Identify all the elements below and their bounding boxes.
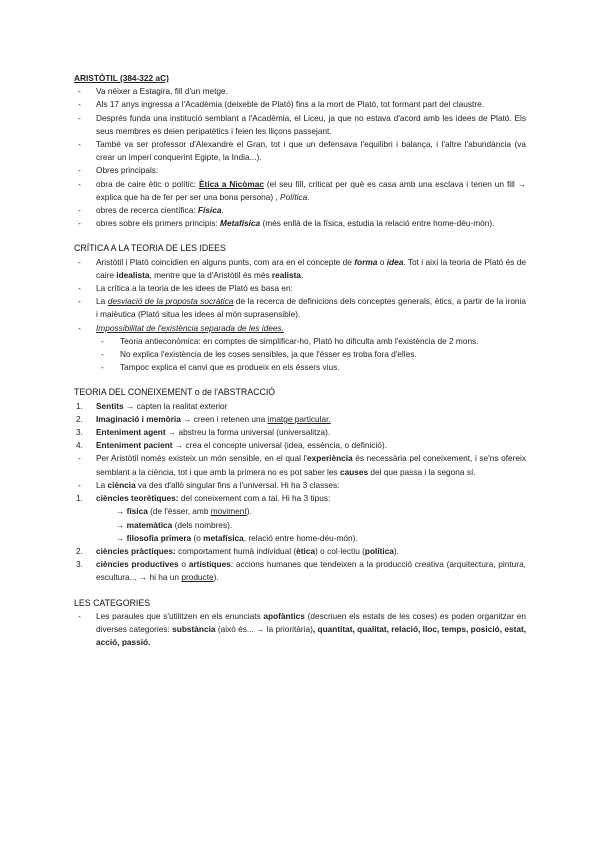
numbered-item: 2. ciències pràctiques: comportament humà individual (ètica) o col·lectiu (política). xyxy=(76,545,399,556)
numbered-item: 2. Imaginació i memòria → creen i retenen una imatge particular. xyxy=(76,413,331,424)
list-item: - També va ser professor d'Alexandre el Gran, tot i que un defensava l'equilibri i balança, i l'altre l'abundància (va crear un imperi conquerint Egipte, la India...). xyxy=(74,138,526,164)
section-critica xyxy=(74,242,526,374)
document-page xyxy=(74,72,526,661)
list-item: - Obres principals: xyxy=(74,164,526,177)
list-item-obra-fisica: - obres de recerca científica: Física. xyxy=(74,204,526,217)
sub-item: → física (de l'ésser, amb moviment). xyxy=(116,506,252,517)
numbered-item: 1. Sentits → capten la realitat exterior xyxy=(76,400,228,411)
heading-categories: LES CATEGORIES xyxy=(74,597,151,608)
list-item: - La ciència va des d'allò singular fins a l'universal. Hi ha 3 classes: xyxy=(74,479,526,492)
numbered-item: 1. ciències teorètiques: del coneixement com a tal. Hi ha 3 tipus: xyxy=(76,493,331,504)
numbered-item: 4. Enteniment pacient → crea el concepte universal (idea, essència, o definició). xyxy=(76,440,387,451)
list-item: - Les paraules que s'utilitzen en els enunciats apofàntics (descriuen els estats de les coses) es poden organitzar en diverses categories: substància (això és... → la prioritària), quantitat, qualitat, relació, lloc, temps, posició, estat, acció, passió. xyxy=(74,610,526,650)
heading-critica: CRÍTICA A LA TEORIA DE LES IDEES xyxy=(74,243,226,254)
list-item: - Després funda una institució semblant a l'Acadèmia, el Liceu, ja que no estava d'acord amb les idees de Plató. Els seus membres es deien peripatètics i feien les lliçons passejant. xyxy=(74,112,526,138)
section-teoria xyxy=(74,386,526,584)
list-item: - La crítica a la teoria de les idees de Plató es basa en: xyxy=(74,282,526,295)
sub-item: → matemàtica (dels nombres). xyxy=(116,519,233,530)
list-item: - La desviació de la proposta socràtica de la recerca de definicions dels conceptes generals, ètics, a partir de la ironia i maièutica (Plató situa les idees al món suprasensible). xyxy=(74,295,526,321)
list-item: - Als 17 anys ingressa a l'Acadèmia (deixeble de Plató) fins a la mort de Plató, tot formant part del claustre. xyxy=(74,98,526,111)
list-item-obra-metafisica: - obres sobre els primers principis: Metafísica (més enllà de la física, estudia la relació entre home-déu-món). xyxy=(74,217,526,230)
section-aristotil xyxy=(74,72,526,230)
sub-item: → filosofia primera (o metafísica, relació entre home-déu-món). xyxy=(116,532,358,543)
list-item: - Impossibilitat de l'existència separada de les idees. xyxy=(74,322,526,335)
numbered-item: 3. Enteniment agent → abstreu la forma universal (universalitza). xyxy=(76,427,331,438)
sub-list-item: - Tampoc explica el canvi que es produeix en els éssers vius. xyxy=(74,361,526,374)
list-item-obra-etica: - obra de caire ètic o polític: Ètica a Nicòmac (el seu fill, criticat per què es casa amb una esclava i tenen un fill → explica que ha de fer per ser una bona persona) , Política. xyxy=(74,178,526,204)
numbered-item: 3. ciències productives o artístiques: accions humanes que tendeixen a la producció creativa (arquitectura, pintura, escultura... → hi ha un producte). xyxy=(76,559,526,583)
list-item: - Per Aristòtil només existeix un món sensible, en el qual l'experiència és necessària pel coneixement, i se'ns ofereix semblant a la ciència, tot i que amb la primera no es pot saber les causes del que passa i la segona sí. xyxy=(74,452,526,478)
sub-list-item: - No explica l'existència de les coses sensibles, ja que l'ésser es troba fora d'elles. xyxy=(74,348,526,361)
section-categories xyxy=(74,597,526,650)
list-item: - Aristòtil i Plató coincidien en alguns punts, com ara en el concepte de forma o idea. Tot i així la teoria de Plató és de caire idealista, mentre que la d'Aristòtil és més realista. xyxy=(74,256,526,282)
list-item: - Va néixer a Estagira, fill d'un metge. xyxy=(74,85,526,98)
heading-aristotil: ARISTÒTIL (384-322 aC) xyxy=(74,73,169,83)
sub-list-item: - Teoria antieconòmica: en comptes de simplificar-ho, Plató ho dificulta amb l'existència de 2 mons. xyxy=(74,335,526,348)
heading-teoria: TEORIA DEL CONEIXEMENT o de l'ABSTRACCIÓ xyxy=(74,387,276,398)
